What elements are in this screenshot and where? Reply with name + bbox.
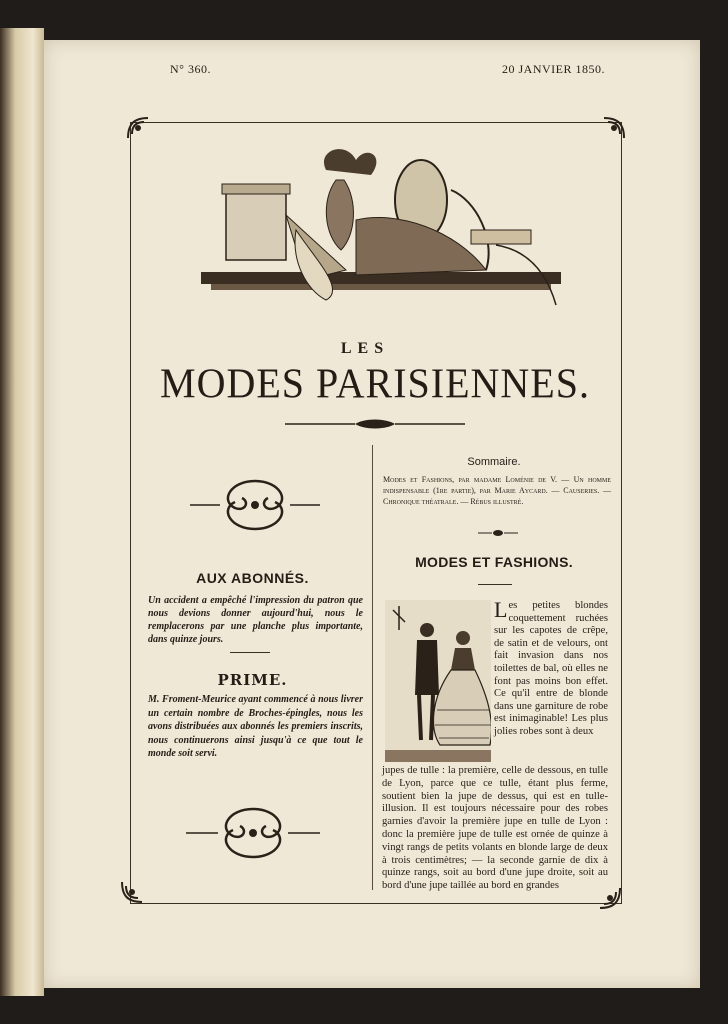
article-rule xyxy=(478,584,512,585)
article-body-wrap xyxy=(494,597,608,739)
article-heading: MODES ET FASHIONS. xyxy=(415,554,573,570)
still-life-illustration xyxy=(196,140,566,320)
abonnes-notice: Un accident a empêché l'impression du patron que nous devions donner aujourd'hui, nous le remplacerons par une planche plus importante, dans quinze jours. xyxy=(148,595,363,645)
article-body-continued: jupes de tulle : la première, celle de dessous, en tulle de Lyon, parce que ce tulle, étant plus ferme, soutient bien la jupe de dessus, qui est en tulle-illusion. Il est toujours nécessaire pour des robes garnies d'avoir la première jupe en tulle de Lyon : donc la première jupe de tulle est ornée de quinze à vingt rangs de petits volants en blonde large de deux à trois centimètres; — la seconde garnie de dix à quinze rangs, soit au bord d'une jupe droite, soit au bord d'une jupe taillée au bord en grandes xyxy=(382,765,608,892)
masthead-title: MODES PARISIENNES. xyxy=(160,359,590,408)
issue-number: N° 360. xyxy=(170,62,211,76)
corner-ornament-bottom-left xyxy=(118,878,146,906)
sommaire-title: Sommaire. xyxy=(467,456,521,468)
prime-notice: M. Froment-Meurice ayant commencé à nous livrer un certain nombre de Broches-épingles, nous les avons distribuées aux abonnés les premiers inscrits, nous continuerons ainsi jusqu'à ce que tout le monde soit servi. xyxy=(148,694,363,759)
title-rule-ornament xyxy=(285,418,465,430)
prime-heading: PRIME. xyxy=(217,671,288,689)
sommaire-contents: Modes et Fashions, par madame Loménie de V. — Un homme indispensable (1re partie), par Marie Aycard. — Causeries. — Chronique théatrale. — Rébus illustré. xyxy=(383,475,611,506)
issue-date: 20 JANVIER 1850. xyxy=(502,62,605,76)
scroll-ornament-top xyxy=(190,476,320,534)
fashion-engraving xyxy=(385,600,491,762)
book-spine xyxy=(0,28,44,996)
sommaire-rule-ornament xyxy=(478,528,518,538)
article-body-intro: es petites blondes coquettement ruchées sur les capotes de crêpe, de satin et de velours, ont fait invasion dans nos toilettes de bal, où elles ne font pas moins bon effet. Ce qu'il entre de blonde dans une garniture de robe est inimaginable! Les plus jolies robes sont à deux xyxy=(494,600,608,737)
column-divider xyxy=(372,445,373,890)
abonnes-heading: AUX ABONNÉS. xyxy=(196,570,309,586)
scroll-ornament-bottom xyxy=(186,804,320,862)
masthead-article: LES xyxy=(340,340,390,357)
corner-ornament-top-left xyxy=(124,114,152,142)
drop-cap: L xyxy=(494,597,508,622)
section-rule xyxy=(230,652,270,653)
corner-ornament-top-right xyxy=(600,114,628,142)
